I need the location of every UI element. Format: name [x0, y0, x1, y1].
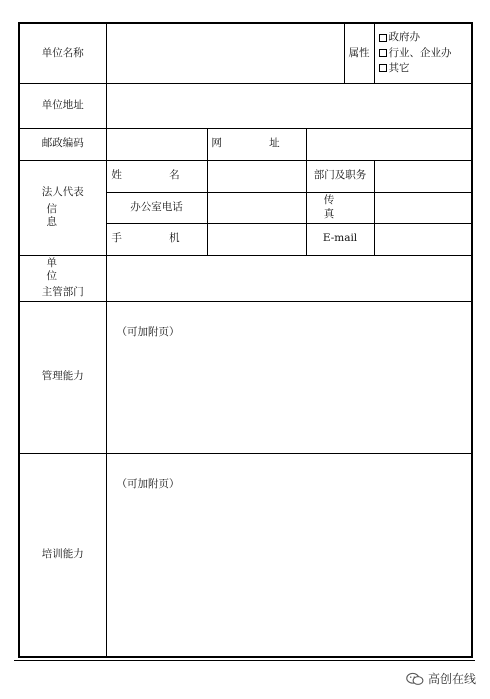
unit-name-field[interactable] [106, 23, 344, 83]
training-note: （可加附页） [116, 477, 180, 490]
dept-position-field[interactable] [374, 160, 472, 192]
wechat-icon [406, 672, 424, 686]
postal-code-field[interactable] [106, 128, 207, 160]
office-phone-field[interactable] [207, 192, 306, 223]
management-note: （可加附页） [116, 325, 180, 338]
unit-name-label: 单位名称 [19, 23, 106, 83]
fax-field[interactable] [374, 192, 472, 223]
website-field[interactable] [306, 128, 472, 160]
checkbox-icon[interactable] [379, 34, 387, 42]
attribute-options [374, 23, 472, 83]
management-label: 管理能力 [19, 301, 106, 453]
mobile-label: 手 机 [106, 223, 207, 255]
name-label: 姓 名 [106, 160, 207, 192]
email-field[interactable] [374, 223, 472, 255]
legal-rep-label: 法人代表 信 息 [19, 160, 106, 255]
checkbox-icon[interactable] [379, 64, 387, 72]
postal-code-label: 邮政编码 [19, 128, 106, 160]
training-label: 培训能力 [19, 453, 106, 657]
unit-address-label: 单位地址 [19, 83, 106, 128]
name-field[interactable] [207, 160, 306, 192]
checkbox-icon[interactable] [379, 49, 387, 57]
watermark [406, 670, 476, 687]
attribute-option-industry[interactable]: 行业、企业办 [379, 46, 472, 61]
fax-label: 传 真 [306, 192, 374, 223]
office-phone-label: 办公室电话 [106, 192, 207, 223]
email-label: E-mail [306, 223, 374, 255]
attribute-label: 属性 [344, 23, 374, 83]
management-field[interactable] [106, 301, 472, 453]
footer-divider [14, 660, 475, 661]
registration-form [18, 22, 473, 658]
website-label: 网 址 [207, 128, 306, 160]
attribute-option-government[interactable]: 政府办 [379, 30, 472, 45]
supervisor-field[interactable] [106, 255, 472, 301]
training-field[interactable] [106, 453, 472, 657]
unit-address-field[interactable] [106, 83, 472, 128]
mobile-field[interactable] [207, 223, 306, 255]
watermark-text: 高创在线 [427, 672, 476, 686]
dept-position-label: 部门及职务 [306, 160, 374, 192]
supervisor-label: 单 位 主管部门 [19, 255, 106, 301]
attribute-option-other[interactable]: 其它 [379, 61, 472, 76]
